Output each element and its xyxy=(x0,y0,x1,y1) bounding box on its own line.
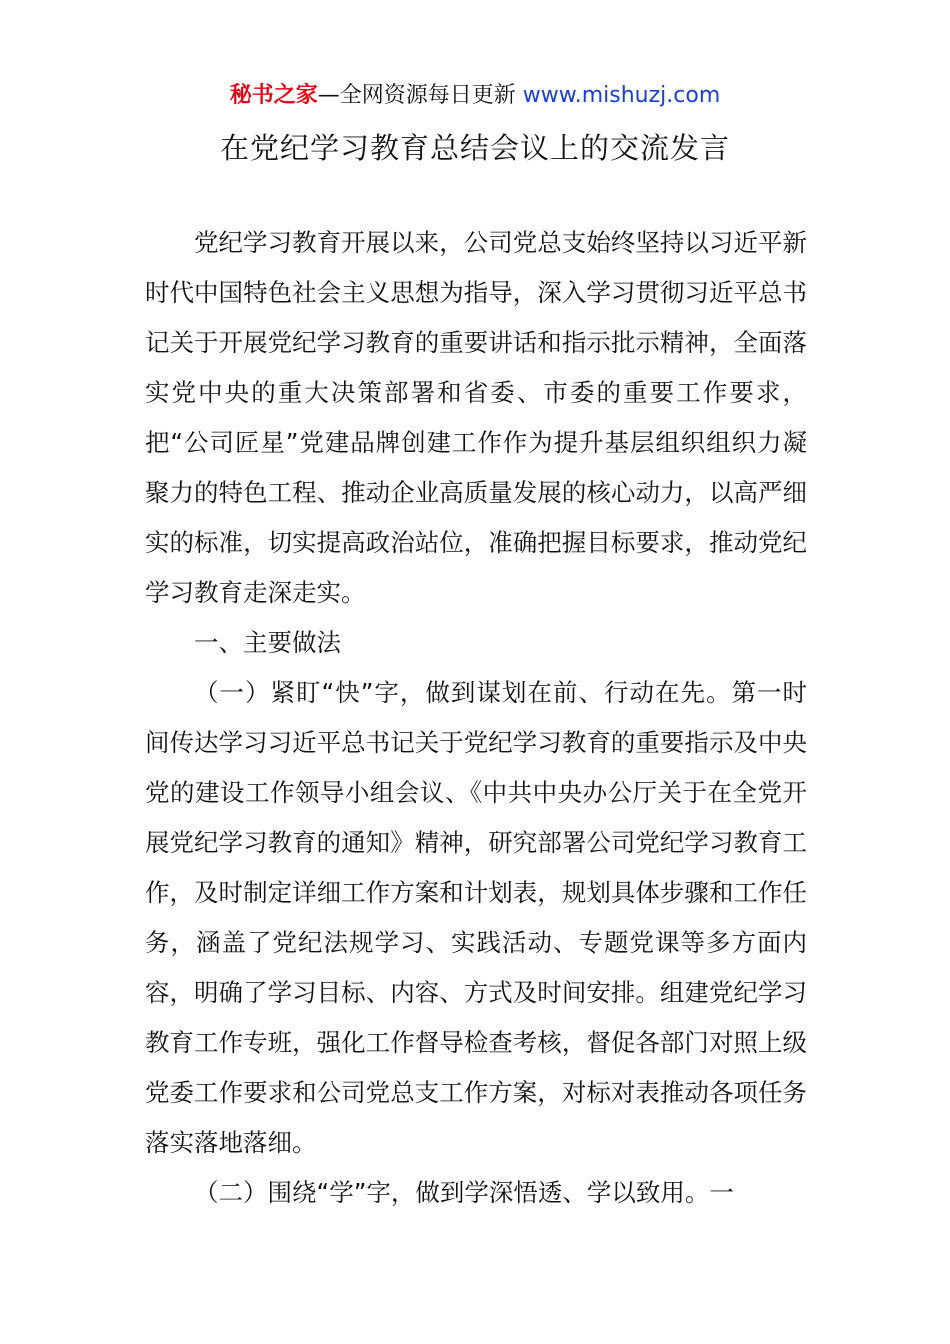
document-title: 在党纪学习教育总结会议上的交流发言 xyxy=(219,131,730,165)
header-tagline: —全网资源每日更新 xyxy=(317,83,523,108)
site-url[interactable]: www.mishuzj.com xyxy=(522,83,721,108)
section-heading-main-practices: 一、主要做法 xyxy=(194,628,341,657)
document-body xyxy=(145,218,807,1218)
paragraph-section-1: （一）紧盯“快”字，做到谋划在前、行动在先。第一时间传达学习习近平总书记关于党纪学习教育的重要指示及中央党的建设工作领导小组会议、《中共中央办公厅关于在全党开展党纪学习教育的通知》精神，研究部署公司党纪学习教育工作，及时制定详细工作方案和计划表，规划具体步骤和工作任务，涵盖了党纪法规学习、实践活动、专题党课等多方面内容，明确了学习目标、内容、方式及时间安排。组建党纪学习教育工作专班，强化工作督导检查考核，督促各部门对照上级党委工作要求和公司党总支工作方案，对标对表推动各项任务落实落地落细。 xyxy=(145,678,807,1157)
paragraph-section-2: （二）围绕“学”字，做到学深悟透、学以致用。一 xyxy=(194,1178,734,1207)
brand-name: 秘书之家 xyxy=(229,83,318,108)
paragraph-intro: 党纪学习教育开展以来，公司党总支始终坚持以习近平新时代中国特色社会主义思想为指导，深入学习贯彻习近平总书记关于开展党纪学习教育的重要讲话和指示批示精神，全面落实党中央的重大决策部署和省委、市委的重要工作要求，把“公司匠星”党建品牌创建工作作为提升基层组织组织力凝聚力的特色工程、推动企业高质量发展的核心动力，以高严细实的标准，切实提高政治站位，准确把握目标要求，推动党纪学习教育走深走实。 xyxy=(145,228,807,607)
site-header xyxy=(0,80,950,112)
